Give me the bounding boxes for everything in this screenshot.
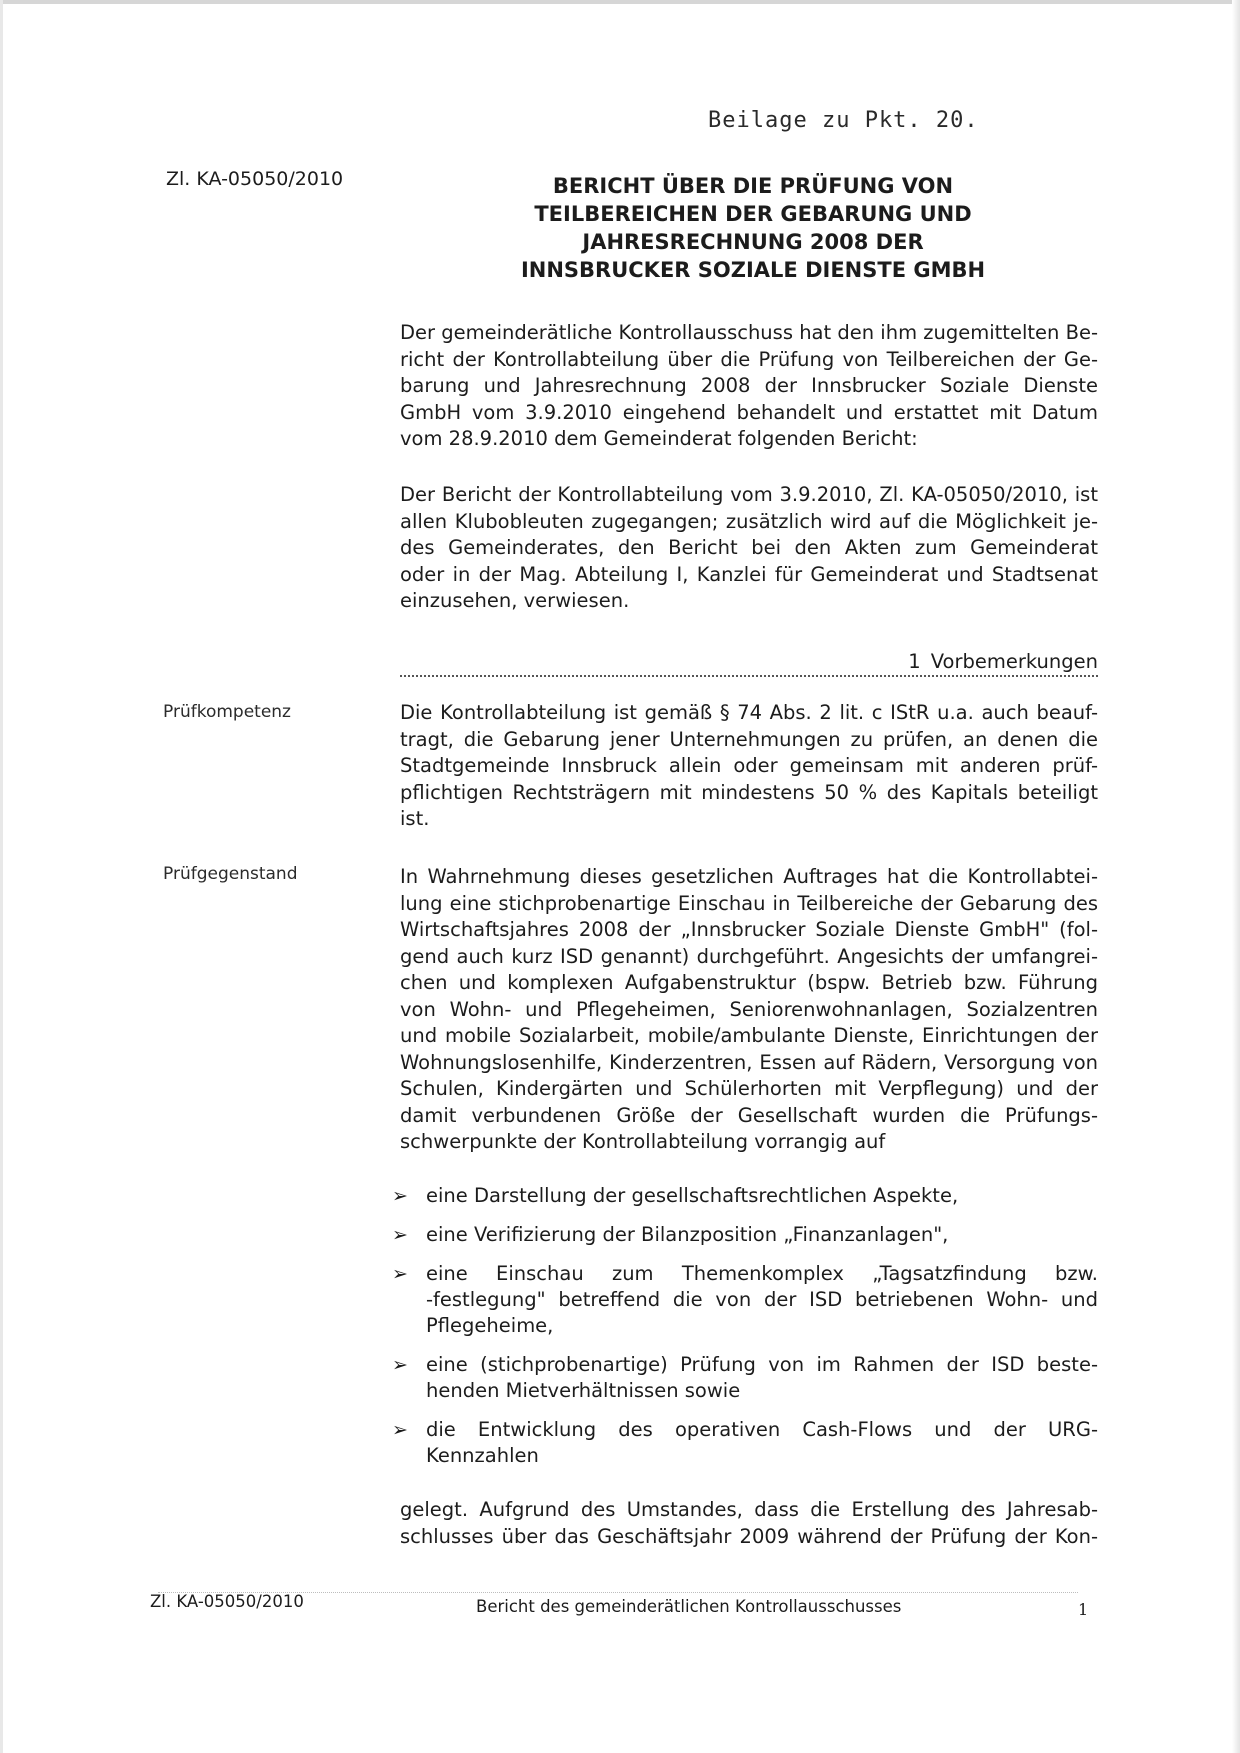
text-line: damit verbundenen Größe der Gesellschaft wurden die Prüfungs- (400, 1103, 1098, 1127)
list-item (392, 1352, 1098, 1404)
document-title (478, 172, 1028, 284)
footer-reference: Zl. KA-05050/2010 (150, 1592, 304, 1611)
list-item (392, 1417, 1098, 1469)
attachment-stamp: Beilage zu Pkt. 20. (708, 108, 979, 133)
text-line: Stadtgemeinde Innsbruck allein oder gemeinsam mit anderen prüf- (400, 754, 1098, 777)
text-line: tragt, die Gebarung jener Unternehmungen zu prüfen, an denen die (400, 727, 1098, 751)
text-line: Pflegeheime, (426, 1314, 554, 1337)
text-line: Wirtschaftsjahres 2008 der „Innsbrucker Soziale Dienste GmbH" (fol- (400, 918, 1098, 941)
text-line: chen und komplexen Aufgabenstruktur (bspw. Betrieb bzw. Führung (400, 971, 1098, 994)
text-line: schlusses über das Geschäftsjahr 2009 während der Prüfung der Kon- (400, 1524, 1098, 1548)
title-line: TEILBEREICHEN DER GEBARUNG UND (534, 202, 972, 226)
text-line: von Wohn- und Pflegeheimen, Seniorenwohnanlagen, Sozialzentren (400, 997, 1098, 1021)
text-line: In Wahrnehmung dieses gesetzlichen Auftrages hat die Kontrollabtei- (400, 865, 1098, 888)
text-line: Wohnungslosenhilfe, Kinderzentren, Essen auf Rädern, Versorgung von (400, 1050, 1098, 1074)
title-line: JAHRESRECHNUNG 2008 DER (582, 230, 924, 254)
list-item (392, 1183, 1098, 1209)
continuation-paragraph (400, 1497, 1098, 1550)
text-line: gend auch kurz ISD genannt) durchgeführt. Angesichts der umfangrei- (400, 944, 1098, 968)
intro-paragraph-1 (400, 320, 1098, 453)
scan-edge-right (1232, 0, 1240, 1753)
audit-focus-list (392, 1183, 1098, 1482)
text-line: henden Mietverhältnissen sowie (426, 1379, 741, 1402)
page-number: 1 (1078, 1600, 1089, 1619)
intro-paragraph-2 (400, 482, 1098, 615)
arrow-bullet-icon: ➢ (392, 1419, 408, 1441)
text-line: allen Klubobleuten zugegangen; zusätzlich wird auf die Möglichkeit je- (400, 509, 1098, 533)
section-heading (400, 650, 1098, 677)
text-line: GmbH vom 3.9.2010 eingehend behandelt und erstattet mit Datum (400, 400, 1098, 424)
text-line: gelegt. Aufgrund des Umstandes, dass die Erstellung des Jahresab- (400, 1498, 1098, 1521)
competence-paragraph (400, 700, 1098, 833)
text-line: Schulen, Kindergärten und Schülerhorten mit Verpflegung) und der (400, 1077, 1098, 1100)
document-reference: Zl. KA-05050/2010 (166, 168, 344, 190)
text-line: einzusehen, verwiesen. (400, 589, 630, 612)
text-line: und mobile Sozialarbeit, mobile/ambulante Dienste, Einrichtungen der (400, 1024, 1098, 1047)
text-line: lung eine stichprobenartige Einschau in Teilbereiche der Gebarung des (400, 891, 1098, 915)
section-number: 1 (908, 650, 921, 673)
text-line: Der Bericht der Kontrollabteilung vom 3.9.2010, Zl. KA-05050/2010, ist (400, 483, 1098, 506)
margin-label-competence: Prüfkompetenz (163, 702, 291, 722)
title-line: BERICHT ÜBER DIE PRÜFUNG VON (552, 174, 954, 198)
text-line: eine (stichprobenartige) Prüfung von im Rahmen der ISD beste- (426, 1353, 1098, 1376)
arrow-bullet-icon: ➢ (392, 1354, 408, 1376)
text-line: die Entwicklung des operativen Cash-Flows und der URG- (426, 1418, 1098, 1441)
list-item (392, 1261, 1098, 1339)
text-line: des Gemeinderates, den Bericht bei den Akten zum Gemeinderat (400, 536, 1098, 559)
text-line: richt der Kontrollabteilung über die Prüfung von Teilbereichen der Ge- (400, 347, 1098, 371)
text-line: vom 28.9.2010 dem Gemeinderat folgenden Bericht: (400, 427, 918, 450)
text-line: Die Kontrollabteilung ist gemäß § 74 Abs. 2 lit. c IStR u.a. auch beauf- (400, 701, 1098, 724)
text-line: eine Darstellung der gesellschaftsrechtlichen Aspekte, (426, 1184, 959, 1207)
section-title: Vorbemerkungen (930, 650, 1098, 673)
subject-paragraph (400, 864, 1098, 1156)
margin-label-subject: Prüfgegenstand (163, 864, 298, 884)
arrow-bullet-icon: ➢ (392, 1224, 408, 1246)
text-line: schwerpunkte der Kontrollabteilung vorrangig auf (400, 1130, 886, 1153)
text-line: eine Einschau zum Themenkomplex „Tagsatzfindung bzw. (426, 1262, 1098, 1285)
arrow-bullet-icon: ➢ (392, 1185, 408, 1207)
text-line: Der gemeinderätliche Kontrollausschuss hat den ihm zugemittelten Be- (400, 321, 1098, 344)
text-line: barung und Jahresrechnung 2008 der Innsbrucker Soziale Dienste (400, 374, 1098, 397)
scan-edge-left (0, 0, 3, 1753)
arrow-bullet-icon: ➢ (392, 1263, 408, 1285)
text-line: -festlegung" betreffend die von der ISD betriebenen Wohn- und (426, 1288, 1098, 1311)
text-line: Kennzahlen (426, 1444, 539, 1467)
text-line: eine Verifizierung der Bilanzposition „Finanzanlagen", (426, 1223, 949, 1246)
scan-edge-top (0, 0, 1240, 4)
title-line: INNSBRUCKER SOZIALE DIENSTE GMBH (520, 258, 986, 282)
text-line: oder in der Mag. Abteilung I, Kanzlei für Gemeinderat und Stadtsenat (400, 562, 1098, 586)
footer-title: Bericht des gemeinderätlichen Kontrollausschusses (476, 1597, 902, 1616)
text-line: pflichtigen Rechtsträgern mit mindestens 50 % des Kapitals beteiligt (400, 780, 1098, 804)
text-line: ist. (400, 807, 430, 830)
list-item (392, 1222, 1098, 1248)
